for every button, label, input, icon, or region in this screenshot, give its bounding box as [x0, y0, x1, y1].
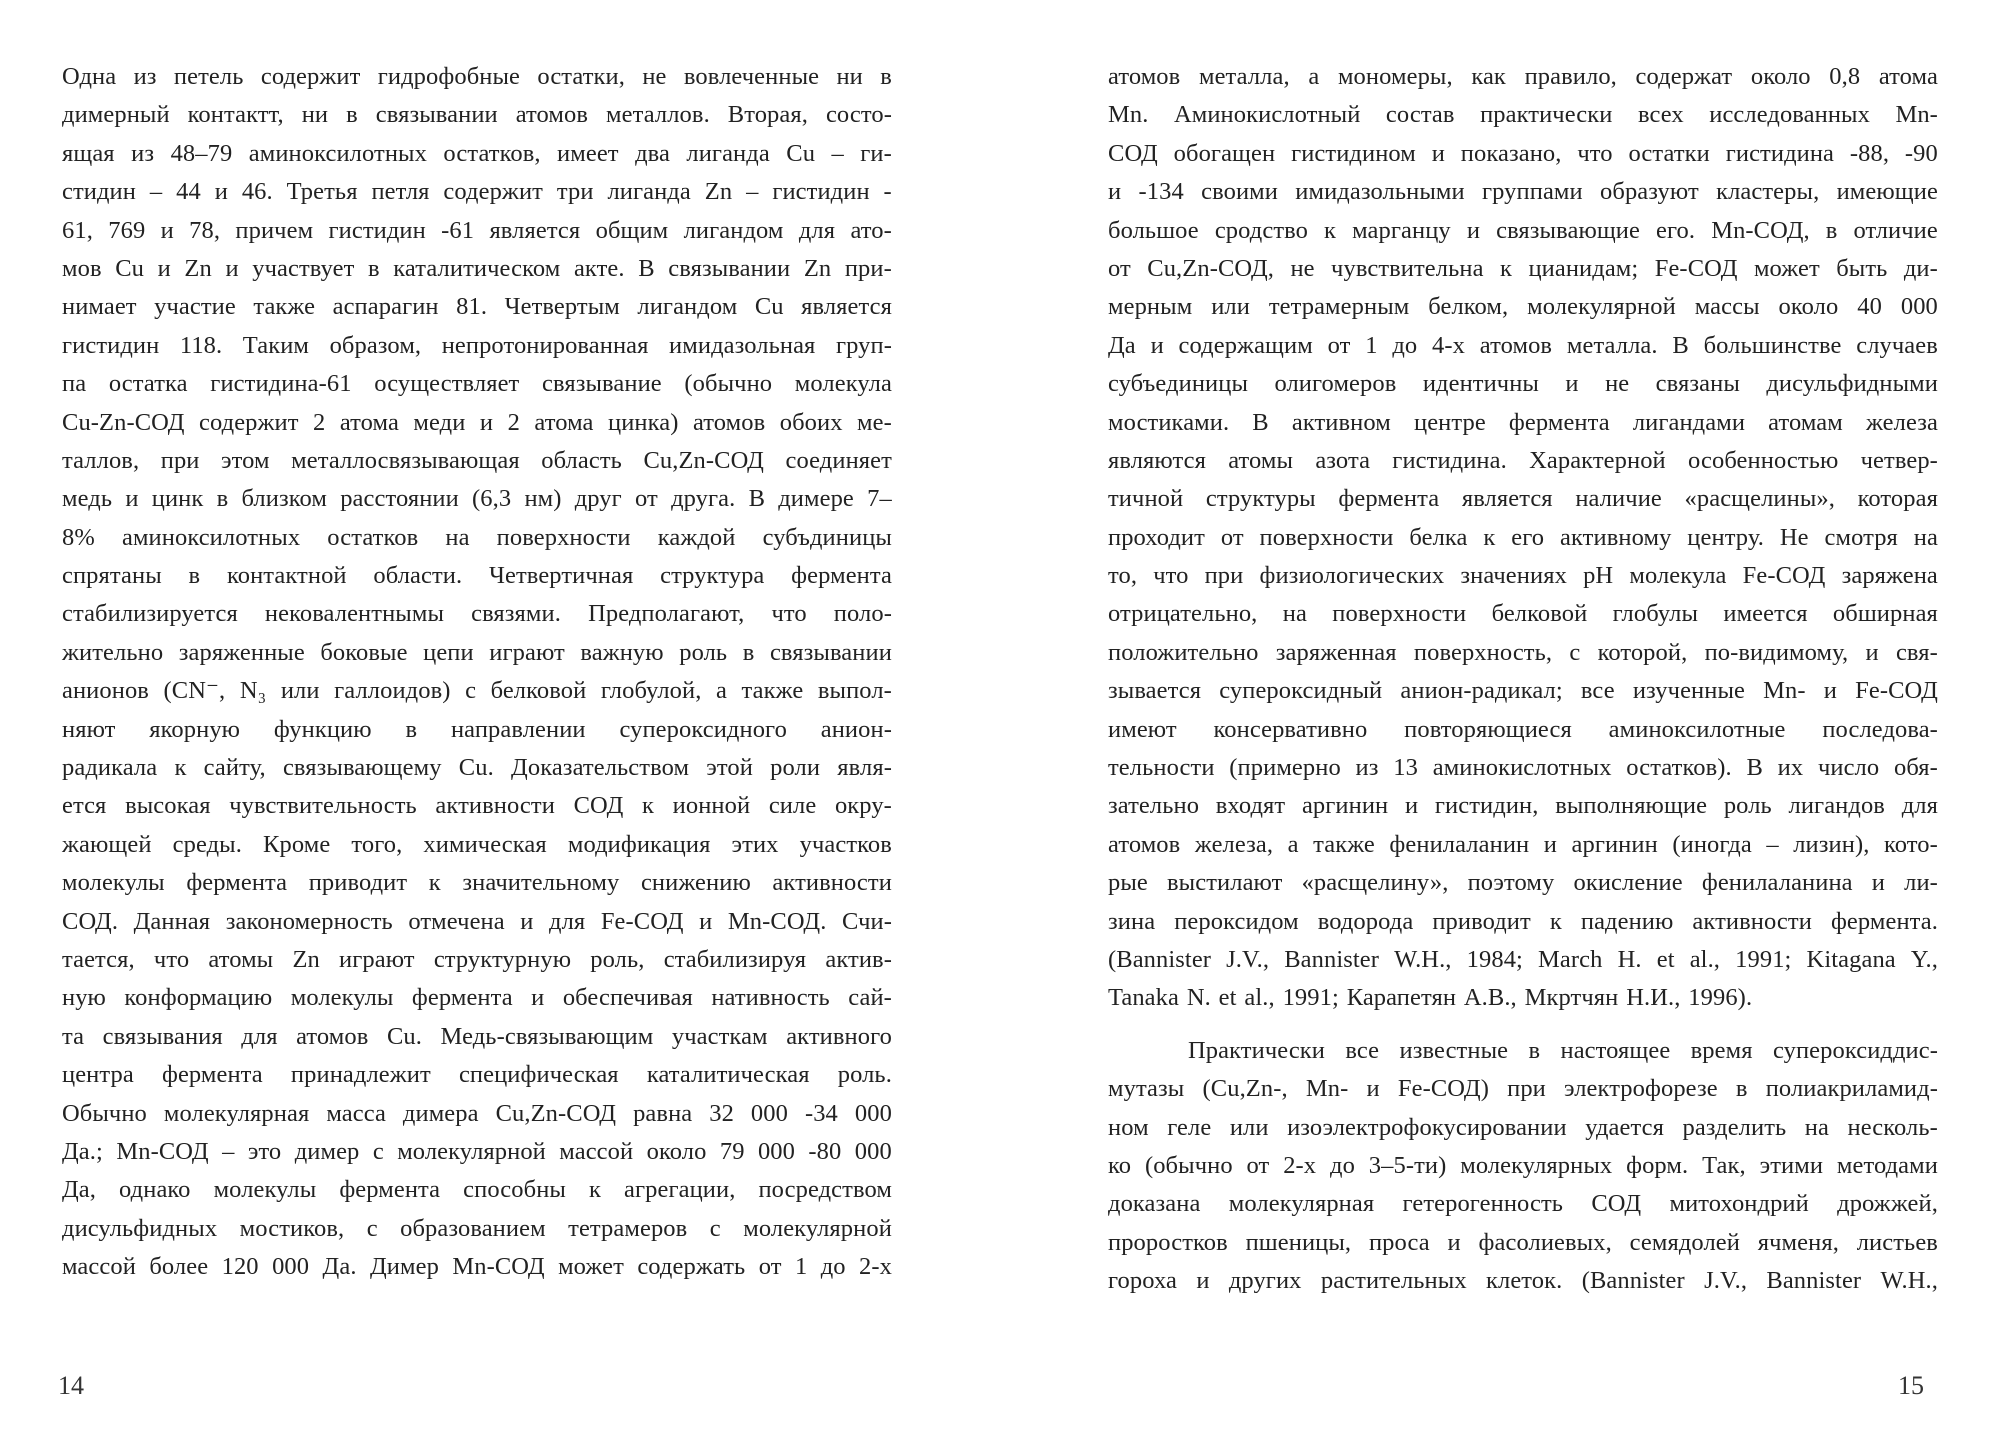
paragraph-gap: [1108, 1018, 1938, 1032]
text-line: 61, 769 и 78, причем гистидин -61 является общим лигандом для ато-: [62, 216, 892, 244]
text-line: Mn. Аминокислотный состав практически всех исследованных Mn-: [1108, 101, 1938, 129]
text-line: тается, что атомы Zn играют структурную роль, стабилизируя актив-: [62, 945, 892, 973]
text-line: 8% аминоксилотных остатков на поверхности каждой субъдиницы: [62, 523, 892, 551]
text-line: дисульфидных мостиков, с образованием тетрамеров с молекулярной: [62, 1214, 892, 1242]
text-line: стидин – 44 и 46. Третья петля содержит три лиганда Zn – гистидин -: [62, 178, 892, 206]
text-line: то, что при физиологических значениях pH молекула Fe-СОД заряжена: [1108, 562, 1938, 590]
text-line: молекулы фермента приводит к значительному снижению активности: [62, 869, 892, 897]
text-line: (Bannister J.V., Bannister W.H., 1984; March H. et al., 1991; Kitagana Y.,: [1108, 945, 1938, 973]
text-line: субъединицы олигомеров идентичны и не связаны дисульфидными: [1108, 370, 1938, 398]
text-line: зательно входят аргинин и гистидин, выполняющие роль лигандов для: [1108, 792, 1938, 820]
text-line: Практически все известные в настоящее время супероксиддис-: [1188, 1036, 1938, 1064]
text-line: таллов, при этом металлосвязывающая область Cu,Zn-СОД соединяет: [62, 446, 892, 474]
text-line: рые выстилают «расщелину», поэтому окисление фенилаланина и ли-: [1108, 869, 1938, 897]
text-line: являются атомы азота гистидина. Характерной особенностью четвер-: [1108, 446, 1938, 474]
page-number-left: 14: [58, 1371, 84, 1400]
text-line: нимает участие также аспарагин 81. Четвертым лигандом Cu является: [62, 293, 892, 321]
page-number-right: 15: [1898, 1371, 1924, 1400]
left-page: [62, 58, 892, 1287]
text-line: ется высокая чувствительность активности СОД к ионной силе окру-: [62, 792, 892, 820]
text-line: анионов (CN⁻, N₃ или галлоидов) с белковой глобулой, а также выпол-: [62, 677, 892, 705]
text-line: Tanaka N. et al., 1991; Карапетян А.В., Мкртчян Н.И., 1996).: [1108, 984, 1753, 1012]
text-line: ном геле или изоэлектрофокусировании удается разделить на несколь-: [1108, 1113, 1938, 1141]
text-line: та связывания для атомов Cu. Медь-связывающим участкам активного: [62, 1022, 892, 1050]
text-line: гистидин 118. Таким образом, непротонированная имидазольная груп-: [62, 331, 892, 359]
right-page: [1108, 58, 1938, 1301]
text-line: Одна из петель содержит гидрофобные остатки, не вовлеченные ни в: [62, 63, 892, 90]
text-line: тичной структуры фермента является наличие «расщелины», которая: [1108, 485, 1938, 513]
text-line: мостиками. В активном центре фермента лигандами атомам железа: [1108, 408, 1938, 436]
text-line: атомов металла, а мономеры, как правило, содержат около 0,8 атома: [1108, 63, 1938, 90]
text-line: мутазы (Cu,Zn-, Mn- и Fe-СОД) при электрофорезе в полиакриламид-: [1108, 1075, 1938, 1103]
text-line: СОД. Данная закономерность отмечена и для Fe-СОД и Mn-СОД. Счи-: [62, 907, 892, 935]
text-line: и -134 своими имидазольными группами образуют кластеры, имеющие: [1108, 178, 1938, 206]
text-line: Cu-Zn-СОД содержит 2 атома меди и 2 атома цинка) атомов обоих ме-: [62, 408, 892, 436]
text-line: Обычно молекулярная масса димера Cu,Zn-СОД равна 32 000 -34 000: [62, 1099, 892, 1127]
text-line: няют якорную функцию в направлении супероксидного анион-: [62, 715, 892, 743]
text-line: проростков пшеницы, проса и фасолиевых, семядолей ячменя, листьев: [1108, 1228, 1938, 1256]
text-line: проходит от поверхности белка к его активному центру. Не смотря на: [1108, 523, 1938, 551]
text-line: отрицательно, на поверхности белковой глобулы имеется обширная: [1108, 600, 1938, 628]
text-line: ко (обычно от 2-х до 3–5-ти) молекулярных форм. Так, этими методами: [1108, 1151, 1938, 1179]
text-line: атомов железа, а также фенилаланин и аргинин (иногда – лизин), кото-: [1108, 830, 1938, 858]
text-line: положительно заряженная поверхность, с которой, по-видимому, и свя-: [1108, 638, 1938, 666]
text-line: мов Cu и Zn и участвует в каталитическом акте. В связывании Zn при-: [62, 254, 892, 282]
text-line: гороха и других растительных клеток. (Bannister J.V., Bannister W.H.,: [1108, 1267, 1938, 1295]
text-line: доказана молекулярная гетерогенность СОД митохондрий дрожжей,: [1108, 1190, 1938, 1218]
text-line: Да.; Mn-СОД – это димер с молекулярной массой около 79 000 -80 000: [62, 1137, 892, 1165]
text-line: зывается супероксидный анион-радикал; все изученные Mn- и Fe-СОД: [1108, 677, 1938, 705]
text-line: массой более 120 000 Да. Димер Mn-СОД может содержать от 1 до 2-х: [62, 1253, 892, 1281]
text-line: центра фермента принадлежит специфическая каталитическая роль.: [62, 1061, 892, 1089]
text-line: Да и содержащим от 1 до 4-х атомов металла. В большинстве случаев: [1108, 331, 1938, 359]
text-line: стабилизируется нековалентнымы связями. Предполагают, что поло-: [62, 600, 892, 628]
text-line: имеют консервативно повторяющиеся аминоксилотные последова-: [1108, 715, 1938, 743]
text-line: димерный контактт, ни в связывании атомов металлов. Вторая, состо-: [62, 101, 892, 129]
text-line: радикала к сайту, связывающему Cu. Доказательством этой роли явля-: [62, 754, 892, 782]
text-line: СОД обогащен гистидином и показано, что остатки гистидина -88, -90: [1108, 139, 1938, 167]
text-line: па остатка гистидина-61 осуществляет связывание (обычно молекула: [62, 370, 892, 398]
text-line: мерным или тетрамерным белком, молекулярной массы около 40 000: [1108, 293, 1938, 321]
text-line: жительно заряженные боковые цепи играют важную роль в связывании: [62, 638, 892, 666]
text-line: большое сродство к марганцу и связывающие его. Mn-СОД, в отличие: [1108, 216, 1938, 244]
text-line: тельности (примерно из 13 аминокислотных остатков). В их число обя-: [1108, 754, 1938, 782]
text-line: ную конформацию молекулы фермента и обеспечивая нативность сай-: [62, 984, 892, 1012]
text-line: спрятаны в контактной области. Четвертичная структура фермента: [62, 562, 892, 590]
text-line: ящая из 48–79 аминоксилотных остатков, имеет два лиганда Cu – ги-: [62, 139, 892, 167]
text-line: Да, однако молекулы фермента способны к агрегации, посредством: [62, 1176, 892, 1204]
text-line: зина пероксидом водорода приводит к падению активности фермента.: [1108, 907, 1938, 935]
text-line: жающей среды. Кроме того, химическая модификация этих участков: [62, 830, 892, 858]
text-line: медь и цинк в близком расстоянии (6,3 нм) друг от друга. В димере 7–: [62, 485, 892, 513]
text-line: от Cu,Zn-СОД, не чувствительна к цианидам; Fe-СОД может быть ди-: [1108, 254, 1938, 282]
